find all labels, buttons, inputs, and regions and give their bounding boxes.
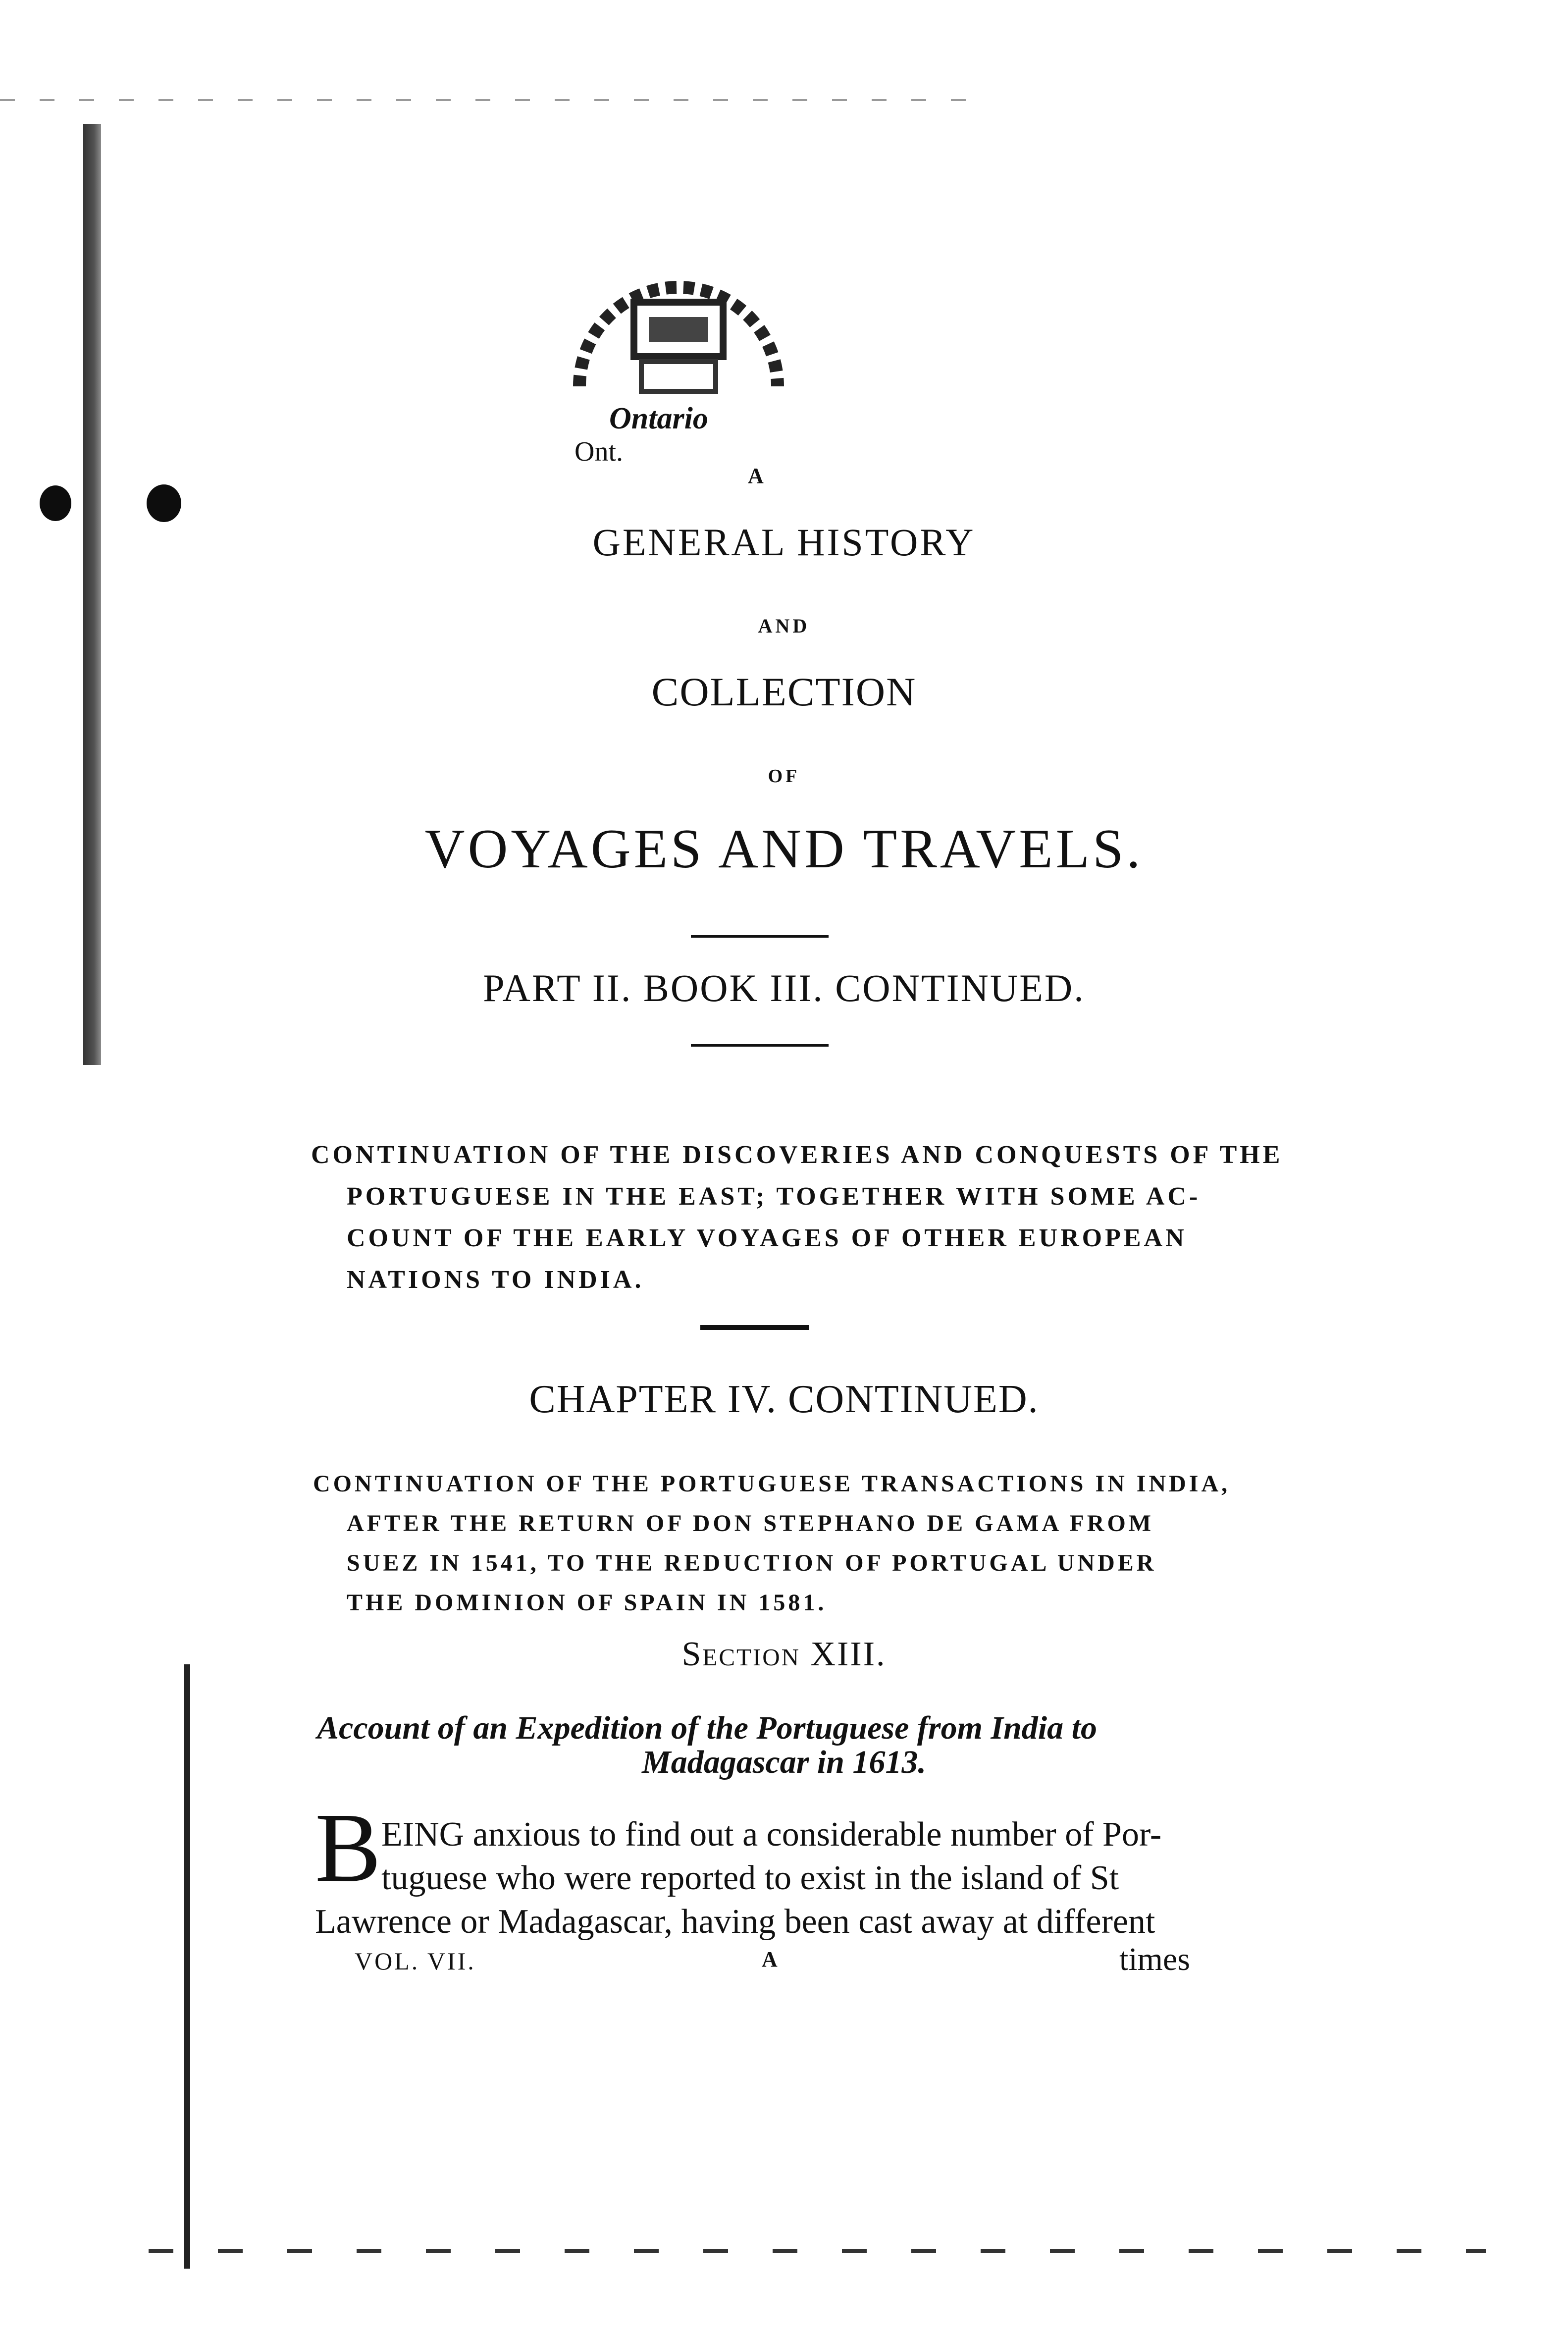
section-subtitle-line-1: Account of an Expedition of the Portuguese from India to (317, 1710, 1097, 1746)
body-line-1: EING anxious to find out a considerable number of Por- (381, 1815, 1162, 1854)
stamp-line-ontario: Ontario (609, 402, 708, 435)
chapter-summary-line-3: SUEZ IN 1541, TO THE REDUCTION OF PORTUGAL UNDER (347, 1550, 1157, 1576)
top-edge-marks (0, 99, 991, 101)
body-line-2: tuguese who were reported to exist in the island of St (381, 1859, 1119, 1897)
book-summary-line-1: CONTINUATION OF THE DISCOVERIES AND CONQUESTS OF THE (311, 1141, 1283, 1169)
section-subtitle-line-2: Madagascar in 1613. (642, 1744, 926, 1780)
body-drop-cap: B (315, 1793, 381, 1903)
footer-volume: VOL. VII. (355, 1947, 476, 1975)
stamp-line-ont: Ont. (575, 436, 623, 467)
title-conjunction-of: OF (768, 766, 800, 787)
bottom-edge-marks (149, 2249, 1486, 2253)
chapter-summary-line-4: THE DOMINION OF SPAIN IN 1581. (347, 1590, 827, 1616)
library-stamp (550, 238, 807, 485)
punch-hole-left (40, 485, 71, 521)
section-heading: Section XIII. (681, 1635, 887, 1673)
rule-below-part (691, 1044, 829, 1047)
title-line-voyages-and-travels: VOYAGES AND TRAVELS. (424, 818, 1144, 880)
title-line-general-history: GENERAL HISTORY (592, 521, 976, 564)
footer-catchword: times (1119, 1941, 1190, 1977)
book-summary-line-3: COUNT OF THE EARLY VOYAGES OF OTHER EUROPEAN (347, 1224, 1187, 1252)
punch-hole-right (147, 484, 181, 522)
chapter-summary-line-2: AFTER THE RETURN OF DON STEPHANO DE GAMA FROM (347, 1510, 1154, 1537)
part-heading: PART II. BOOK III. CONTINUED. (483, 966, 1085, 1009)
body-line-3: Lawrence or Madagascar, having been cast away at different (315, 1903, 1155, 1941)
book-summary-line-2: PORTUGUESE IN THE EAST; TOGETHER WITH SOME AC- (347, 1182, 1201, 1211)
rule-above-part (691, 935, 829, 938)
rule-above-chapter (700, 1325, 809, 1330)
signature-letter-top: A (748, 464, 764, 488)
binding-shadow (83, 124, 101, 1065)
chapter-heading: CHAPTER IV. CONTINUED. (529, 1378, 1039, 1421)
footer-signature: A (762, 1947, 778, 1971)
chapter-summary-line-1: CONTINUATION OF THE PORTUGUESE TRANSACTIONS IN INDIA, (313, 1471, 1231, 1497)
book-summary-line-4: NATIONS TO INDIA. (347, 1266, 644, 1294)
title-line-collection: COLLECTION (651, 669, 917, 714)
title-conjunction-and: AND (758, 615, 810, 637)
